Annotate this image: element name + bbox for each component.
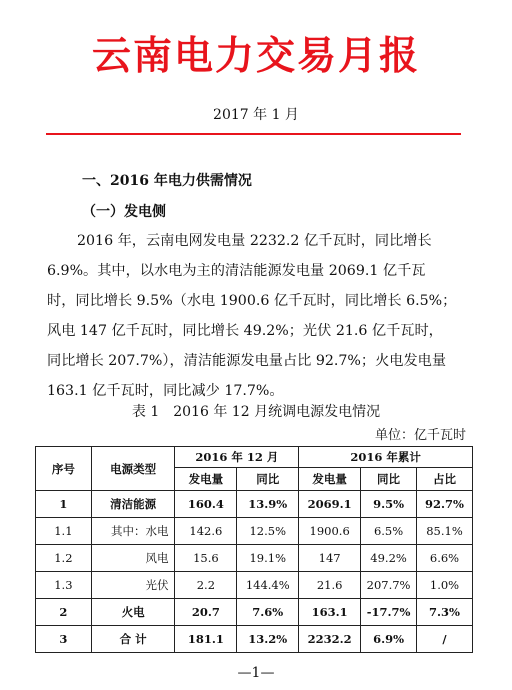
cell-type: 其中：水电 bbox=[91, 518, 175, 545]
table-unit: 单位：亿千瓦时 bbox=[374, 428, 466, 443]
cell-yoy: 13.2% bbox=[237, 626, 299, 653]
cell-share: 7.3% bbox=[417, 599, 473, 626]
generation-table bbox=[35, 446, 473, 653]
cell-yoy: 19.1% bbox=[237, 545, 299, 572]
cell-seq: 1.1 bbox=[36, 518, 92, 545]
cell-cum-gen: 1900.6 bbox=[299, 518, 361, 545]
issue-date: 2017 年 1 月 bbox=[213, 107, 299, 123]
paragraph-line: 时，同比增长 9.5%（水电 1900.6 亿千瓦时，同比增长 6.5%； bbox=[47, 293, 457, 309]
paragraph-line: 同比增长 207.7%），清洁能源发电量占比 92.7%；火电发电量 bbox=[47, 353, 447, 369]
cell-gen: 181.1 bbox=[175, 626, 237, 653]
header-generation: 发电量 bbox=[175, 468, 237, 491]
header-share: 占比 bbox=[417, 468, 473, 491]
report-masthead: 云南电力交易月报 bbox=[91, 33, 420, 79]
cell-cum-gen: 147 bbox=[299, 545, 361, 572]
table-row bbox=[36, 572, 473, 599]
cell-yoy: 7.6% bbox=[237, 599, 299, 626]
cell-cum-yoy: 9.5% bbox=[361, 491, 417, 518]
cell-yoy: 13.9% bbox=[237, 491, 299, 518]
table-caption: 表 1 2016 年 12 月统调电源发电情况 bbox=[131, 404, 381, 420]
cell-type: 火电 bbox=[91, 599, 175, 626]
table-row bbox=[36, 545, 473, 572]
header-group-month: 2016 年 12 月 bbox=[175, 447, 299, 468]
cell-type: 清洁能源 bbox=[91, 491, 175, 518]
cell-share: / bbox=[417, 626, 473, 653]
masthead-divider bbox=[46, 133, 461, 135]
cell-cum-yoy: 207.7% bbox=[361, 572, 417, 599]
cell-share: 85.1% bbox=[417, 518, 473, 545]
header-cum-yoy: 同比 bbox=[361, 468, 417, 491]
subsection-heading: （一）发电侧 bbox=[82, 204, 166, 220]
table-row bbox=[36, 491, 473, 518]
header-cum-generation: 发电量 bbox=[299, 468, 361, 491]
body-paragraph bbox=[47, 226, 467, 406]
header-yoy: 同比 bbox=[237, 468, 299, 491]
cell-type: 合 计 bbox=[91, 626, 175, 653]
cell-gen: 2.2 bbox=[175, 572, 237, 599]
table-row bbox=[36, 599, 473, 626]
paragraph-line: 6.9%。其中，以水电为主的清洁能源发电量 2069.1 亿千瓦 bbox=[47, 263, 426, 279]
table-row bbox=[36, 626, 473, 653]
table-row bbox=[36, 518, 473, 545]
cell-yoy: 12.5% bbox=[237, 518, 299, 545]
cell-type: 风电 bbox=[91, 545, 175, 572]
cell-type: 光伏 bbox=[91, 572, 175, 599]
cell-share: 92.7% bbox=[417, 491, 473, 518]
cell-gen: 20.7 bbox=[175, 599, 237, 626]
cell-gen: 142.6 bbox=[175, 518, 237, 545]
cell-cum-gen: 2069.1 bbox=[299, 491, 361, 518]
header-type: 电源类型 bbox=[91, 447, 175, 491]
paragraph-line: 风电 147 亿千瓦时，同比增长 49.2%；光伏 21.6 亿千瓦时， bbox=[47, 323, 443, 339]
cell-cum-gen: 2232.2 bbox=[299, 626, 361, 653]
cell-cum-gen: 21.6 bbox=[299, 572, 361, 599]
cell-share: 6.6% bbox=[417, 545, 473, 572]
cell-cum-gen: 163.1 bbox=[299, 599, 361, 626]
section-heading: 一、2016 年电力供需情况 bbox=[82, 173, 252, 189]
cell-cum-yoy: 6.5% bbox=[361, 518, 417, 545]
cell-gen: 15.6 bbox=[175, 545, 237, 572]
cell-seq: 1.2 bbox=[36, 545, 92, 572]
page-number: —1— bbox=[237, 665, 275, 681]
cell-cum-yoy: 49.2% bbox=[361, 545, 417, 572]
header-seq: 序号 bbox=[36, 447, 92, 491]
cell-share: 1.0% bbox=[417, 572, 473, 599]
cell-seq: 1.3 bbox=[36, 572, 92, 599]
paragraph-line: 163.1 亿千瓦时，同比减少 17.7%。 bbox=[47, 383, 284, 399]
cell-yoy: 144.4% bbox=[237, 572, 299, 599]
header-group-cumulative: 2016 年累计 bbox=[299, 447, 473, 468]
cell-seq: 1 bbox=[36, 491, 92, 518]
cell-seq: 2 bbox=[36, 599, 92, 626]
cell-cum-yoy: -17.7% bbox=[361, 599, 417, 626]
cell-gen: 160.4 bbox=[175, 491, 237, 518]
cell-seq: 3 bbox=[36, 626, 92, 653]
cell-cum-yoy: 6.9% bbox=[361, 626, 417, 653]
paragraph-line: 2016 年，云南电网发电量 2232.2 亿千瓦时，同比增长 bbox=[77, 233, 432, 249]
